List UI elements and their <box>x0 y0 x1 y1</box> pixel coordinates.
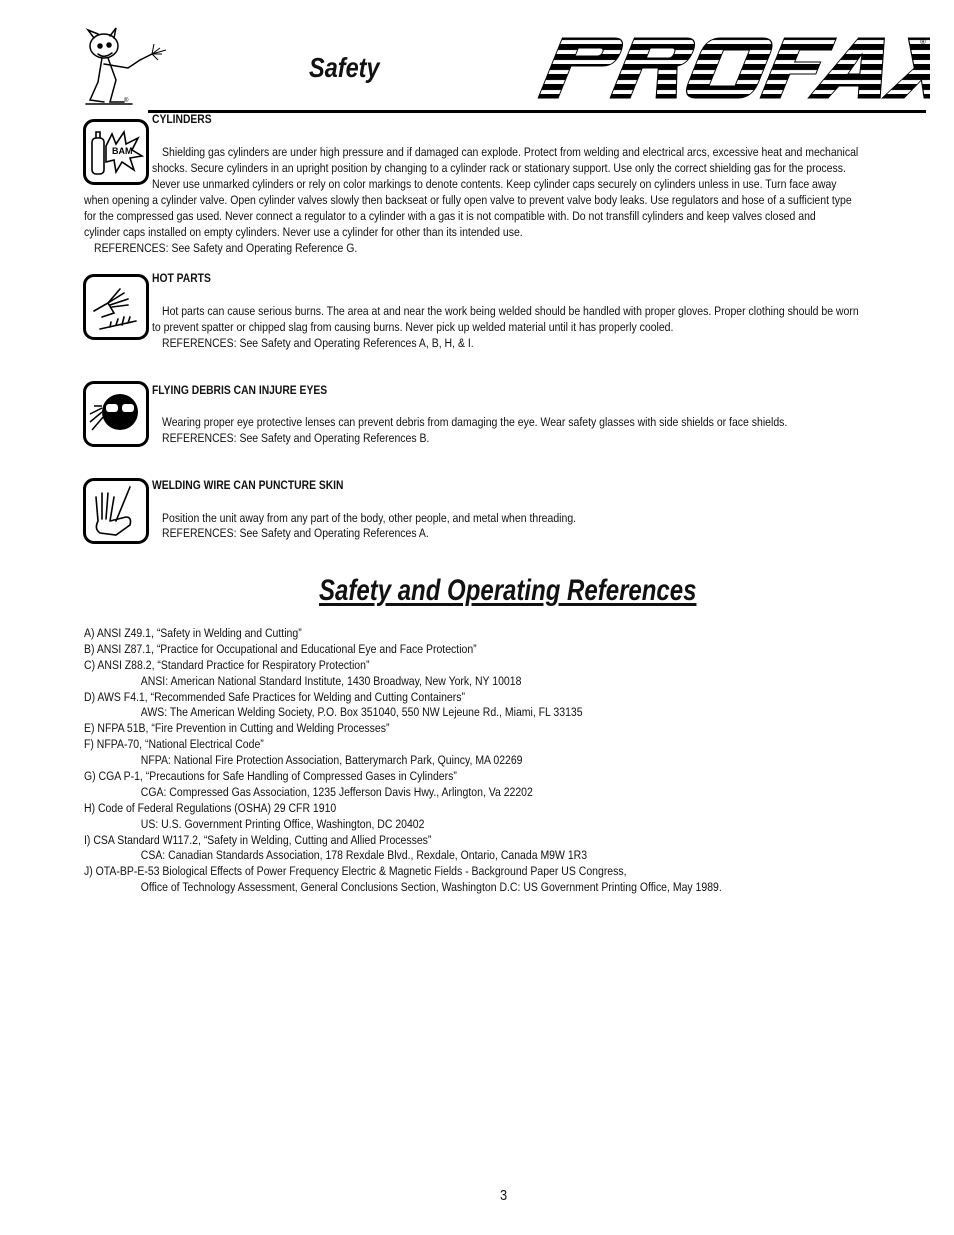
safety-glasses-face-icon <box>83 381 149 447</box>
reference-line: I) CSA Standard W117.2, “Safety in Welding, Cutting and Allied Processes” <box>84 832 432 847</box>
paragraph-line: shocks. Secure cylinders in an upright position by changing to a cylinder rack or stationary support. Use only the correct shielding gas for the process. <box>152 161 846 175</box>
reference-line: NFPA: National Fire Protection Association, Batterymarch Park, Quincy, MA 02269 <box>140 753 523 768</box>
header-divider <box>148 110 926 113</box>
paragraph-line: to prevent spatter or chipped slag from causing burns. Never pick up welded material until it has properly cooled. <box>152 320 674 334</box>
section-heading: HOT PARTS <box>152 271 211 285</box>
references-note: REFERENCES: See Safety and Operating References A, B, H, & I. <box>162 336 474 350</box>
reference-line: CGA: Compressed Gas Association, 1235 Jefferson Davis Hwy., Arlington, Va 22202 <box>140 784 533 799</box>
paragraph-line: when opening a cylinder valve. Open cylinder valves slowly then backseat or fully open valve to prevent valve body leaks. Use regulators and hose of a sufficient type <box>84 193 852 207</box>
references-heading: Safety and Operating References <box>319 574 697 607</box>
page-number: 3 <box>500 1187 508 1204</box>
section-heading: CYLINDERS <box>152 112 212 126</box>
reference-line: B) ANSI Z87.1, “Practice for Occupational and Educational Eye and Face Protection” <box>84 641 477 656</box>
section-heading: FLYING DEBRIS CAN INJURE EYES <box>152 383 328 397</box>
hot-hand-icon <box>83 274 149 340</box>
reference-line: F) NFPA-70, “National Electrical Code” <box>84 737 264 752</box>
reference-line: G) CGA P-1, “Precautions for Safe Handling of Compressed Gases in Cylinders” <box>84 769 457 784</box>
section-heading: WELDING WIRE CAN PUNCTURE SKIN <box>152 478 344 492</box>
paragraph-line: Wearing proper eye protective lenses can prevent debris from damaging the eye. Wear safety glasses with side shields or face shields. <box>162 415 788 429</box>
reference-line: C) ANSI Z88.2, “Standard Practice for Respiratory Protection” <box>84 657 370 672</box>
paragraph-line: Never use unmarked cylinders or rely on color markings to denote contents. Keep cylinder caps securely on cylinders unless in use. Turn face away <box>152 177 837 191</box>
reference-line: AWS: The American Welding Society, P.O. Box 351040, 550 NW Lejeune Rd., Miami, FL 33135 <box>140 705 583 720</box>
reference-line: US: U.S. Government Printing Office, Washington, DC 20402 <box>140 816 425 831</box>
reference-line: ANSI: American National Standard Institute, 1430 Broadway, New York, NY 10018 <box>140 673 522 688</box>
references-note: REFERENCES: See Safety and Operating References A. <box>162 526 429 540</box>
references-list <box>84 626 826 896</box>
reference-line: Office of Technology Assessment, General Conclusions Section, Washington D.C: US Government Printing Office, May 1989. <box>140 880 722 895</box>
reference-line: H) Code of Federal Regulations (OSHA) 29 CFR 1910 <box>84 800 337 815</box>
wire-puncture-hand-icon <box>83 478 149 544</box>
reference-line: CSA: Canadian Standards Association, 178 Rexdale Blvd., Rexdale, Ontario, Canada M9W 1R3 <box>140 848 588 863</box>
registered-mark: ® <box>920 37 926 46</box>
mascot-logo-icon <box>80 24 172 108</box>
svg-text:®: ® <box>124 98 129 104</box>
reference-line: D) AWS F4.1, “Recommended Safe Practices for Welding and Cutting Containers” <box>84 689 465 704</box>
references-note: REFERENCES: See Safety and Operating References B. <box>162 431 430 445</box>
reference-line: J) OTA-BP-E-53 Biological Effects of Power Frequency Electric & Magnetic Fields - Background Paper US Congress, <box>84 864 627 879</box>
explosion-cylinder-icon <box>83 119 149 185</box>
paragraph-line: cylinder caps installed on empty cylinders. Never use a cylinder for other than its intended use. <box>84 225 523 239</box>
paragraph-line: for the compressed gas used. Never connect a regulator to a cylinder with a gas it is not compatible with. Do not transfill cylinders and keep valves closed and <box>84 209 816 223</box>
paragraph-line: Hot parts can cause serious burns. The area at and near the work being welded should be handled with proper gloves. Proper clothing should be worn <box>162 304 859 318</box>
page-title: Safety <box>309 52 380 83</box>
paragraph-line: Shielding gas cylinders are under high pressure and if damaged can explode. Protect from welding and electrical arcs, excessive heat and mechanical <box>162 145 859 159</box>
reference-line: A) ANSI Z49.1, “Safety in Welding and Cutting” <box>84 626 302 640</box>
reference-line: E) NFPA 51B, “Fire Prevention in Cutting and Welding Processes” <box>84 721 390 736</box>
svg-text:BAM: BAM <box>112 146 133 156</box>
references-note: REFERENCES: See Safety and Operating Reference G. <box>94 241 358 255</box>
paragraph-line: Position the unit away from any part of the body, other people, and metal when threading. <box>162 511 577 525</box>
profax-logo-icon <box>530 34 930 102</box>
